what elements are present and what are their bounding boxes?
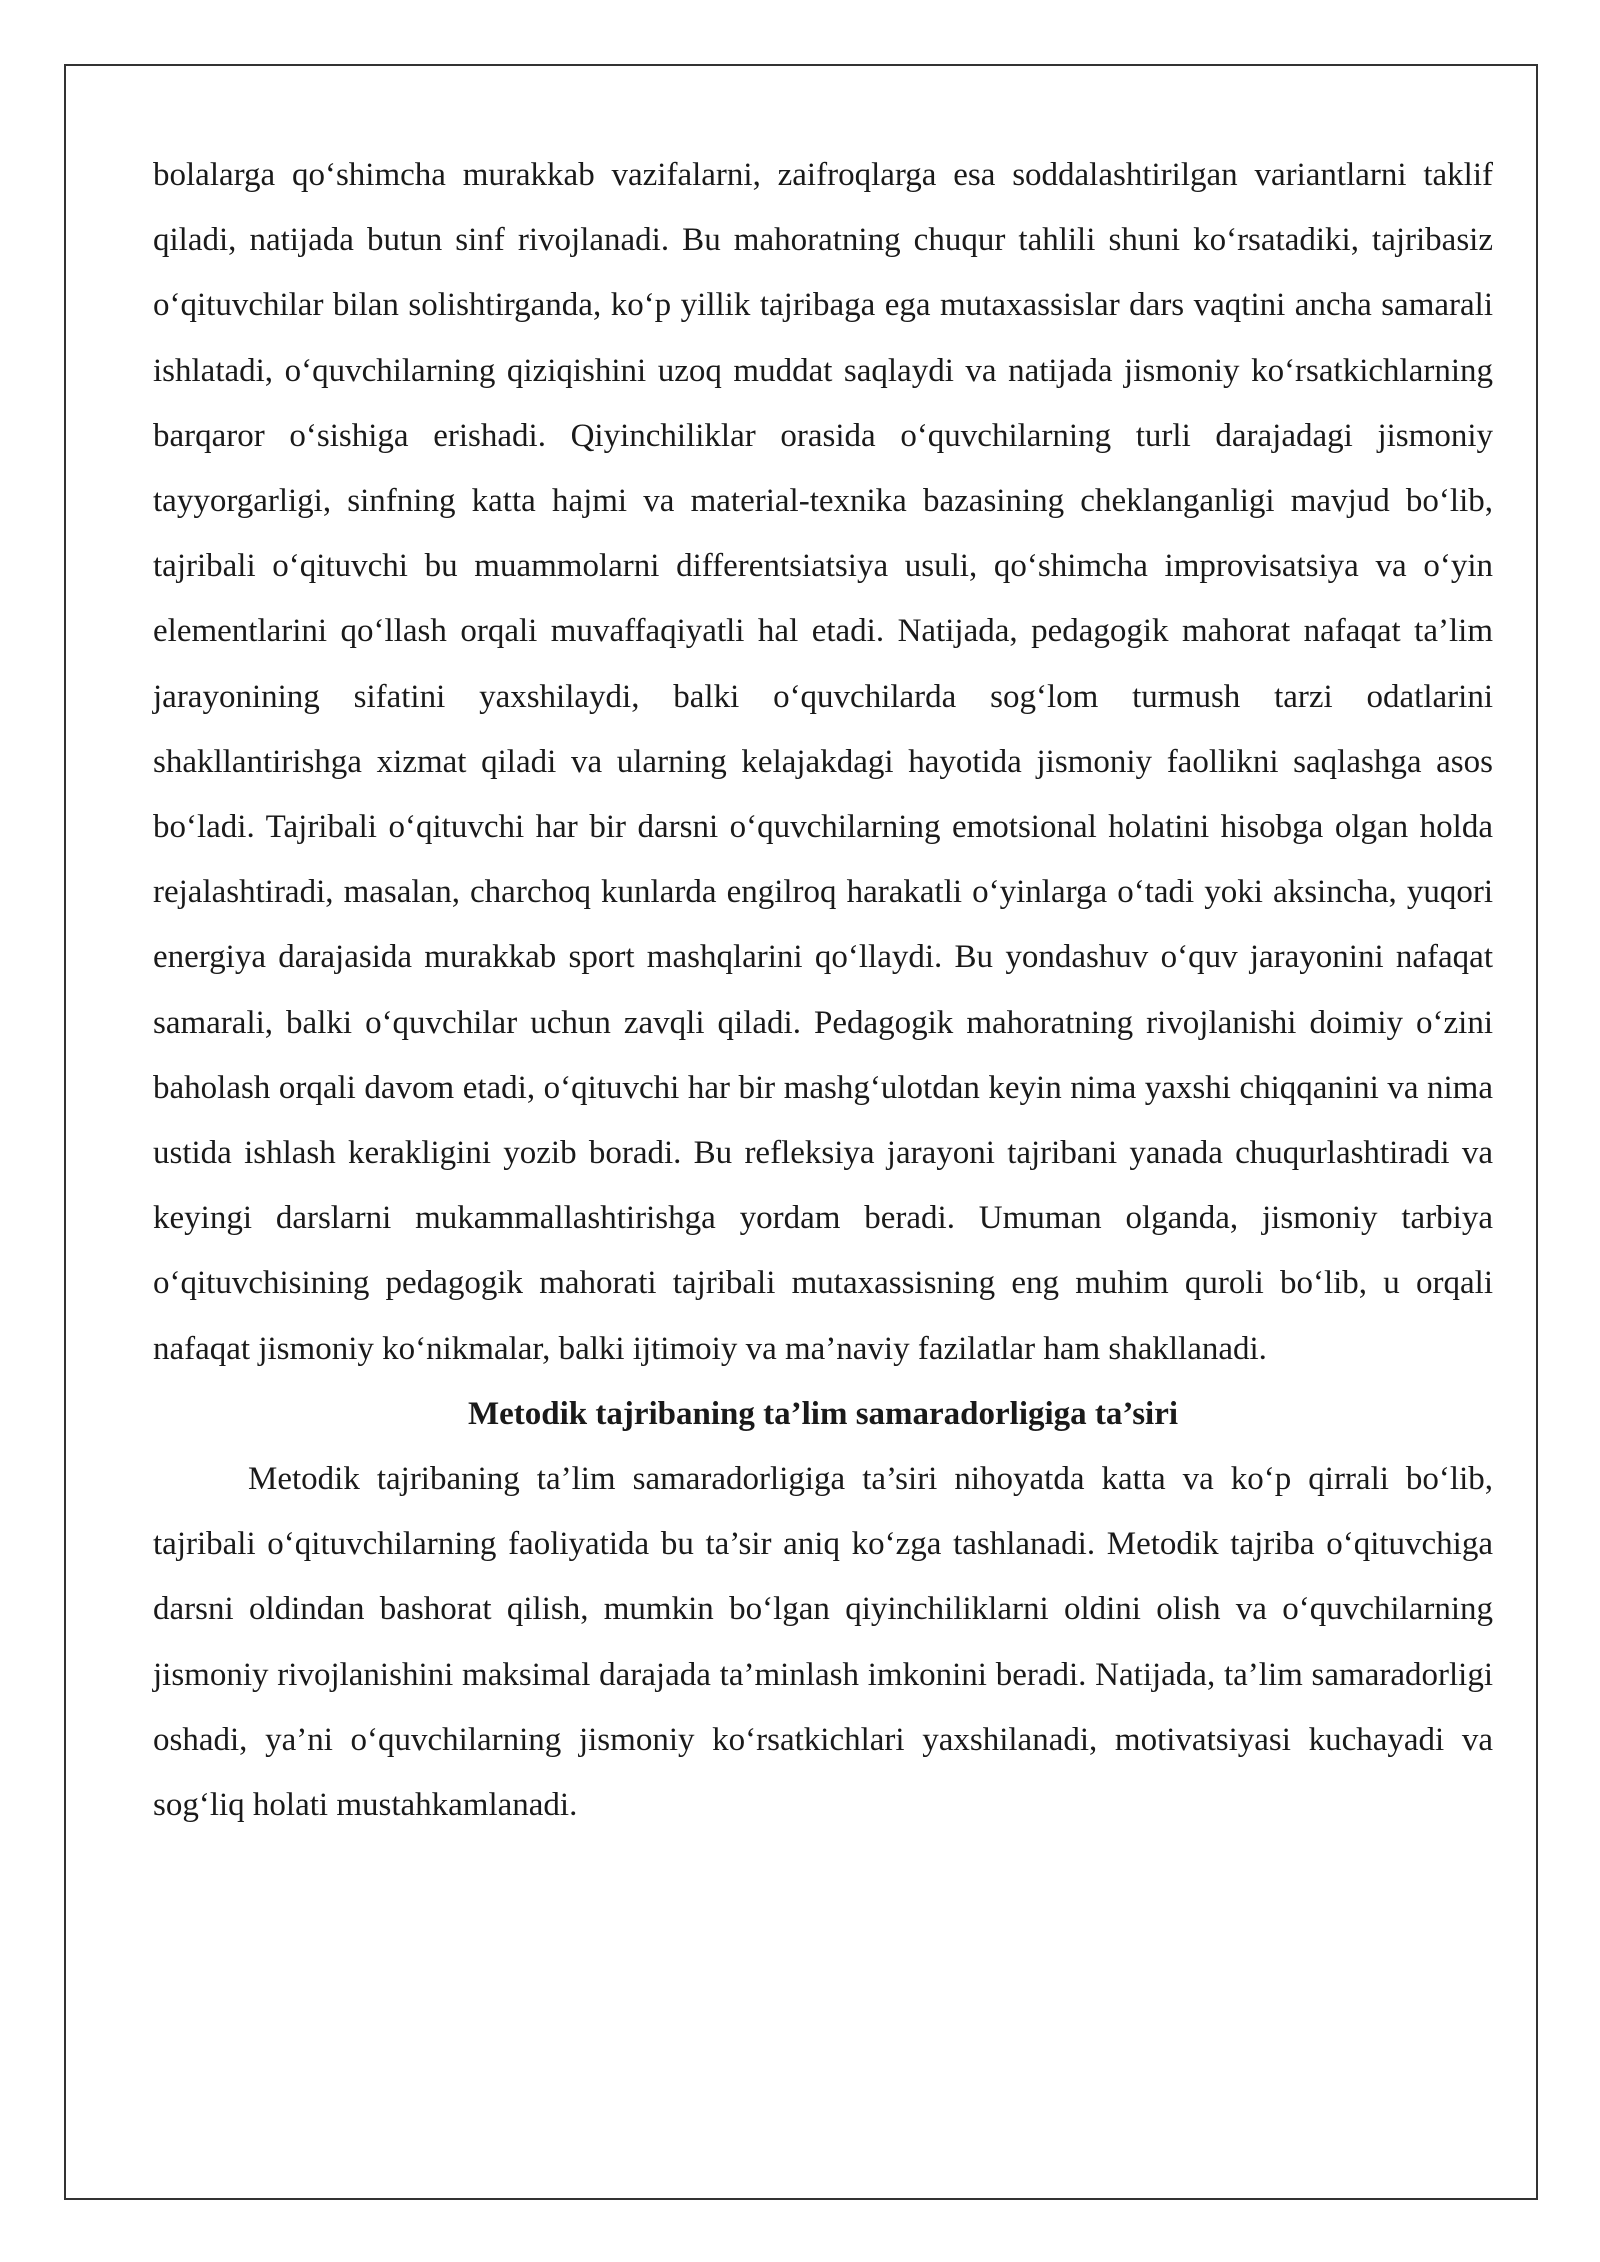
body-paragraph-1: bolalarga qo‘shimcha murakkab vazifalarni, zaifroqlarga esa soddalashtirilgan variantlarni taklif qiladi, natijada butun sinf rivojlanadi. Bu mahoratning chuqur tahlili shuni ko‘rsatadiki, tajribasiz o‘qituvchilar bilan solishtirganda, ko‘p yillik tajribaga ega mutaxassislar dars vaqtini ancha samarali ishlatadi, o‘quvchilarning qiziqishini uzoq muddat saqlaydi va natijada jismoniy ko‘rsatkichlarning barqaror o‘sishiga erishadi. Qiyinchiliklar orasida o‘quvchilarning turli darajadagi jismoniy tayyorgarligi, sinfning katta hajmi va material-texnika bazasining cheklanganligi mavjud bo‘lib, tajribali o‘qituvchi bu muammolarni differentsiatsiya usuli, qo‘shimcha improvisatsiya va o‘yin elementlarini qo‘llash orqali muvaffaqiyatli hal etadi. Natijada, pedagogik mahorat nafaqat ta’lim jarayonining sifatini yaxshilaydi, balki o‘quvchilarda sog‘lom turmush tarzi odatlarini shakllantirishga xizmat qiladi va ularning kelajakdagi hayotida jismoniy faollikni saqlashga asos bo‘ladi. Tajribali o‘qituvchi har bir darsni o‘quvchilarning emotsional holatini hisobga olgan holda rejalashtiradi, masalan, charchoq kunlarda engilroq harakatli o‘yinlarga o‘tadi yoki aksincha, yuqori energiya darajasida murakkab sport mashqlarini qo‘llaydi. Bu yondashuv o‘quv jarayonini nafaqat samarali, balki o‘quvchilar uchun zavqli qiladi. Pedagogik mahoratning rivojlanishi doimiy o‘zini baholash orqali davom etadi, o‘qituvchi har bir mashg‘ulotdan keyin nima yaxshi chiqqanini va nima ustida ishlash kerakligini yozib boradi. Bu refleksiya jarayoni tajribani yanada chuqurlashtiradi va keyingi darslarni mukammallashtirishga yordam beradi. Umuman olganda, jismoniy tarbiya o‘qituvchisining pedagogik mahorati tajribali mutaxassisning eng muhim quroli bo‘lib, u orqali nafaqat jismoniy ko‘nikmalar, balki ijtimoiy va ma’naviy fazilatlar ham shakllanadi. [153,157,1493,1367]
section-heading: Metodik tajribaning ta’lim samaradorligiga ta’siri [467,1395,1179,1432]
document-body [153,143,1493,1838]
body-paragraph-2: Metodik tajribaning ta’lim samaradorligiga ta’siri nihoyatda katta va ko‘p qirrali bo‘lib, tajribali o‘qituvchilarning faoliyatida bu ta’sir aniq ko‘zga tashlanadi. Metodik tajriba o‘qituvchiga darsni oldindan bashorat qilish, mumkin bo‘lgan qiyinchiliklarni oldini olish va o‘quvchilarning jismoniy rivojlanishini maksimal darajada ta’minlash imkonini beradi. Natijada, ta’lim samaradorligi oshadi, ya’ni o‘quvchilarning jismoniy ko‘rsatkichlari yaxshilanadi, motivatsiyasi kuchayadi va sog‘liq holati mustahkamlanadi. [153,1461,1493,1824]
